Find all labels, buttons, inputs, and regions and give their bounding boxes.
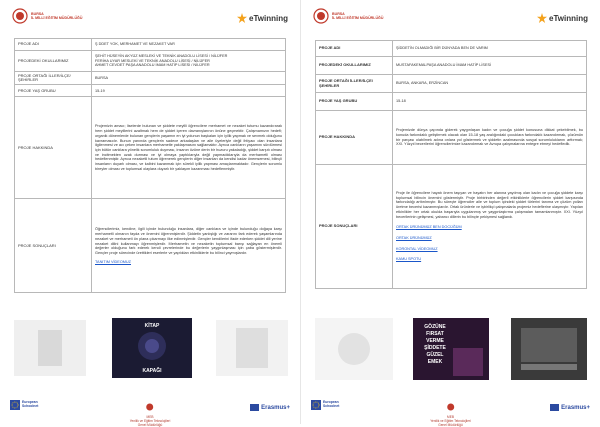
erasmus-logo bbox=[550, 404, 590, 411]
etwinning-text: eTwinning bbox=[549, 13, 588, 23]
video-link[interactable]: KORONTAL VİDEOMUZ bbox=[396, 246, 438, 251]
book-cover-image bbox=[112, 318, 192, 378]
row-label: PROJE ORTAĞI İLLER/İLÇE/ŞEHİRLER bbox=[316, 75, 393, 93]
eu-line1: European bbox=[22, 400, 38, 405]
page-header bbox=[311, 8, 590, 34]
erasmus-text: Erasmus+ bbox=[561, 404, 590, 411]
meb-logo bbox=[12, 8, 82, 24]
table-row bbox=[15, 85, 286, 97]
book-title-2: KAPAĞI bbox=[142, 368, 162, 374]
meb-line1: BURSA bbox=[31, 11, 44, 16]
eu-line2: Schoolnet bbox=[323, 404, 340, 408]
book-cover-icon bbox=[112, 318, 192, 378]
meb-emblem-icon bbox=[12, 8, 28, 24]
yegitek-logo bbox=[430, 398, 471, 427]
row-value bbox=[393, 165, 587, 289]
row-label: PROJE HAKKINDA bbox=[15, 97, 92, 199]
yegitek-line2: Yenilik ve Eğitim Teknolojileri bbox=[129, 418, 171, 423]
table-row bbox=[15, 72, 286, 85]
table-row bbox=[15, 39, 286, 51]
yegitek-line2: Yenilik ve Eğitim Teknolojileri bbox=[430, 418, 471, 423]
row-label: PROJE YAŞ GRUBU bbox=[15, 85, 92, 97]
right-info-table bbox=[315, 40, 587, 289]
row-value: BURSA bbox=[92, 72, 286, 85]
erasmus-text: Erasmus+ bbox=[261, 404, 290, 411]
row-label: PROJE ADI bbox=[15, 39, 92, 51]
etwinning-logo bbox=[237, 13, 288, 23]
book-line-5: GÜZEL bbox=[426, 352, 444, 358]
row-label: PROJEDEKİ OKULLARIMIZ bbox=[15, 51, 92, 72]
erasmus-logo bbox=[250, 404, 290, 411]
european-schoolnet-logo bbox=[311, 400, 339, 410]
row-value bbox=[92, 199, 286, 293]
results-text: Proje ile öğrencilere hayatı önem taşıyan ve hayatın her alanına yayılmış olan kadın ve çocuğa şiddete karşı toplumsal bilincin önemini göstermiştir. Proje birbirinden değerli etkinliklerle öğrencilerin şiddet karşısında farkındalığı arttırılmıştır. Bu süreçte öğrenciler aile ve toplum içindeki şiddet türlerini tanıma ve çözüm yolları üretme becerisi kazanmışlardır. Ortak ürünlerle ve işbirlikçi çalışmalarla projemiz hedeflerine ulaşmıştır. Yapılan etkinlikler her ortak okulda başarıyla uygulanmış ve yaygınlaştırma çalışmaları tamamlanmıştır. XXI. Yüzyıl becerilerinin gelişmesi, yabancı dillerin bu bilinçte pekişmesi sağlandı. bbox=[396, 190, 583, 219]
page-footer bbox=[10, 398, 290, 427]
photo-2 bbox=[216, 320, 288, 376]
table-row bbox=[316, 41, 587, 57]
book-line-3: VERME bbox=[426, 338, 444, 344]
school-line: FERİHA UYAR MESLEKİ VE TEKNİK ANADOLU LİSESİ / NİLÜFER bbox=[95, 58, 210, 63]
table-row bbox=[15, 51, 286, 72]
eu-line2: Schoolnet bbox=[22, 404, 39, 408]
yegitek-line1: MEB bbox=[447, 415, 454, 419]
photo-placeholder-icon bbox=[511, 318, 587, 380]
row-value: BURSA, ANKARA, ERZİNCAN bbox=[393, 75, 587, 93]
table-row bbox=[316, 57, 587, 75]
yegitek-logo bbox=[130, 398, 171, 427]
row-label: PROJE SONUÇLARI bbox=[15, 199, 92, 293]
results-text: Öğrencilerimiz, kendine, ilgili içinde bulunduğu insanlara, diğer canlılara ve içinde bulunduğu doğaya karşı merhametli olmanın fayda ve önemini öğrenmişlerdir. Şiddetin yanlışlığı ve zararını fark ederek yaşamlarında nezaket ve merhameti ön plana çıkarmayı ilke edinmişlerdir. Gençler kendilerini ifade ederken şiddet dili yerine nezaket dilini kullanmayı öğrenmişlerdir. Merhametin ve nezaketin toplumsal barışı sağlayan en önemli değerler olduğunu fark ederek kendi çevrelerinde bu değerlerin yaygınlaşması için çaba göstermişlerdir. Gençler proje sürecinde ürettikleri eserlerle ve yaptıkları etkinliklerle bu bilinci yaymışlardır. bbox=[95, 227, 282, 255]
etwinning-star-icon bbox=[537, 13, 547, 23]
page-footer bbox=[311, 398, 590, 427]
row-value: Projemizin amacı; liselerde bulunan ve şiddete meyilli öğrencilere merhamet ve nezaket tutumu kazandırarak hem şiddet meyillerini azaltmak hem de şiddet içeren davranışlarının önüne geçmektir. Çalışmamızın hedefi; organik dönemlerde bulunan gençlerin yaşamın en iyi yolunun başkaları için iyilik yapmak ve sevmek olduğunu kavramasıdır. Bunun yanında gençlerin sadece arkadaşları ve aile üyeleriyle değil ihtiyacı olan insanlara ilgilenmesi ve acı çeken insanlara merhametle yaklaşmasını sağlamaktır. Ayrıca canlıların yaşamını sürdürmesi için bütün canlılara yönelik sorumluluk duyması, insanın özüne derin bir huzuru yakaladığı, şiddet karşıtı olması ve incitmekten uzak durması ve iyi olmaya yaptıklarıyla değil yapmadıklarıyla da merhametli olması hedeflenmiştir. Ayrıca nezaketli tutum öğrenerek gençlerin diğer insanları da kendisi kadar önemsemesi, bilinçli insanların duyarlı olması, ve kalbini kazanmak için sürekli iyilik yapması amaçlanmaktadır. Gençlerin sorumlu bireyler olması ve toplumsal olaylara duyarlı bir yaklaşım kazanması hedeflenmiştir. bbox=[92, 97, 286, 199]
eu-flag-icon bbox=[10, 400, 20, 410]
yegitek-line3: Genel Müdürlüğü bbox=[438, 422, 463, 427]
row-value bbox=[92, 51, 286, 72]
photo-placeholder-icon bbox=[315, 318, 393, 380]
etwinning-star-icon bbox=[237, 13, 247, 23]
table-row bbox=[15, 97, 286, 199]
photo-placeholder-icon bbox=[216, 320, 288, 376]
meb-emblem-icon bbox=[313, 8, 329, 24]
common-product-link-2[interactable]: ORTAK ÜRÜNÜMÜZ bbox=[396, 235, 432, 240]
eu-flag-small-icon bbox=[250, 404, 259, 411]
row-value: Ş DDET YOK, MERHAMET VE NEZAKET VAR bbox=[92, 39, 286, 51]
photo-1 bbox=[315, 318, 393, 380]
school-line: AHMET CEVDET PAŞA ANADOLU İMAM HATİP LİSESİ / NİLÜFER bbox=[95, 63, 210, 68]
eu-flag-small-icon bbox=[550, 404, 559, 411]
right-page bbox=[300, 0, 600, 427]
meb-line2: İL MİLLİ EĞİTİM MÜDÜRLÜĞÜ bbox=[31, 16, 83, 20]
row-label: PROJE YAŞ GRUBU bbox=[316, 93, 393, 111]
row-value: 15-18 bbox=[393, 93, 587, 111]
school-line: ŞEHİT HÜSEYİN AKYÜZ MESLEKİ VE TEKNİK ANADOLU LİSESİ / NİLÜFER bbox=[95, 53, 228, 58]
promo-video-link[interactable]: TANITIM VİDEOMUZ bbox=[95, 259, 131, 264]
book-cover-image bbox=[413, 318, 489, 380]
yegitek-line1: MEB bbox=[146, 415, 154, 419]
row-label: PROJE HAKKINDA bbox=[316, 111, 393, 165]
table-row bbox=[15, 199, 286, 293]
book-line-6: EMEK bbox=[427, 359, 443, 365]
photo-1 bbox=[14, 320, 86, 376]
table-row bbox=[316, 75, 587, 93]
left-info-table bbox=[14, 38, 286, 293]
meb-line2: İL MİLLİ EĞİTİM MÜDÜRLÜĞÜ bbox=[332, 16, 384, 20]
page-header bbox=[10, 8, 290, 34]
meb-line1: BURSA bbox=[332, 11, 345, 16]
yegitek-line3: Genel Müdürlüğü bbox=[137, 422, 163, 427]
row-value: ŞİDDETİN OLMADIĞI BİR DÜNYADA BEN DE VARIM bbox=[393, 41, 587, 57]
book-line-2: FIRSAT bbox=[426, 331, 444, 337]
photo-placeholder-icon bbox=[14, 320, 86, 376]
book-title-1: KİTAP bbox=[144, 323, 160, 329]
european-schoolnet-logo bbox=[10, 400, 38, 410]
photo-2 bbox=[511, 318, 587, 380]
meb-logo bbox=[313, 8, 383, 24]
book-cover-icon bbox=[413, 318, 489, 380]
common-product-link-1[interactable]: ORTAK ÜRÜNÜMÜZ BEN DOCÜĞÜM bbox=[396, 225, 462, 230]
book-line-1: GÖZÜNE bbox=[424, 324, 446, 330]
row-label: PROJE ORTAĞI İLLER/İLÇE/ŞEHİRLER bbox=[15, 72, 92, 85]
row-label: PROJE SONUÇLARI bbox=[316, 165, 393, 289]
meb-small-emblem-icon bbox=[446, 403, 454, 411]
table-row bbox=[316, 93, 587, 111]
table-row bbox=[316, 165, 587, 289]
row-value: 15-19 bbox=[92, 85, 286, 97]
table-row bbox=[316, 111, 587, 165]
eu-flag-icon bbox=[311, 400, 321, 410]
meb-small-emblem-icon bbox=[146, 403, 154, 411]
public-spot-link[interactable]: KAMU SPOTU bbox=[396, 257, 422, 262]
etwinning-logo bbox=[537, 13, 588, 23]
etwinning-text: eTwinning bbox=[249, 13, 288, 23]
row-value: MUSTAFAKEMALPAŞA ANADOLU İMAM HATİP LİSESİ bbox=[393, 57, 587, 75]
row-label: PROJEDEKİ OKULLARIMIZ bbox=[316, 57, 393, 75]
row-value: Projemizde dünya çapında giderek yaygınlaşan kadın ve çocuğa şiddet konusuna dikkat çekebilmek, bu konuda farkındalık geliştirmek olacak olan 15-18 yaş aralığındaki çocuklara farkındalık kazandırmak, çözümün bir parçası olabilmek adına onlara yol göstermek ve şiddetin azalmasında sosyal sorumluluklarını arttırmak; XXI. Yüzyıl becerilerini öğrencilerimize kazandırmak ve Avrupa çalışmalarına entegre etmeyi hedefledik. bbox=[393, 111, 587, 165]
eu-line1: European bbox=[323, 400, 339, 405]
row-label: PROJE ADI bbox=[316, 41, 393, 57]
book-line-4: ŞİDDETE bbox=[424, 345, 446, 351]
